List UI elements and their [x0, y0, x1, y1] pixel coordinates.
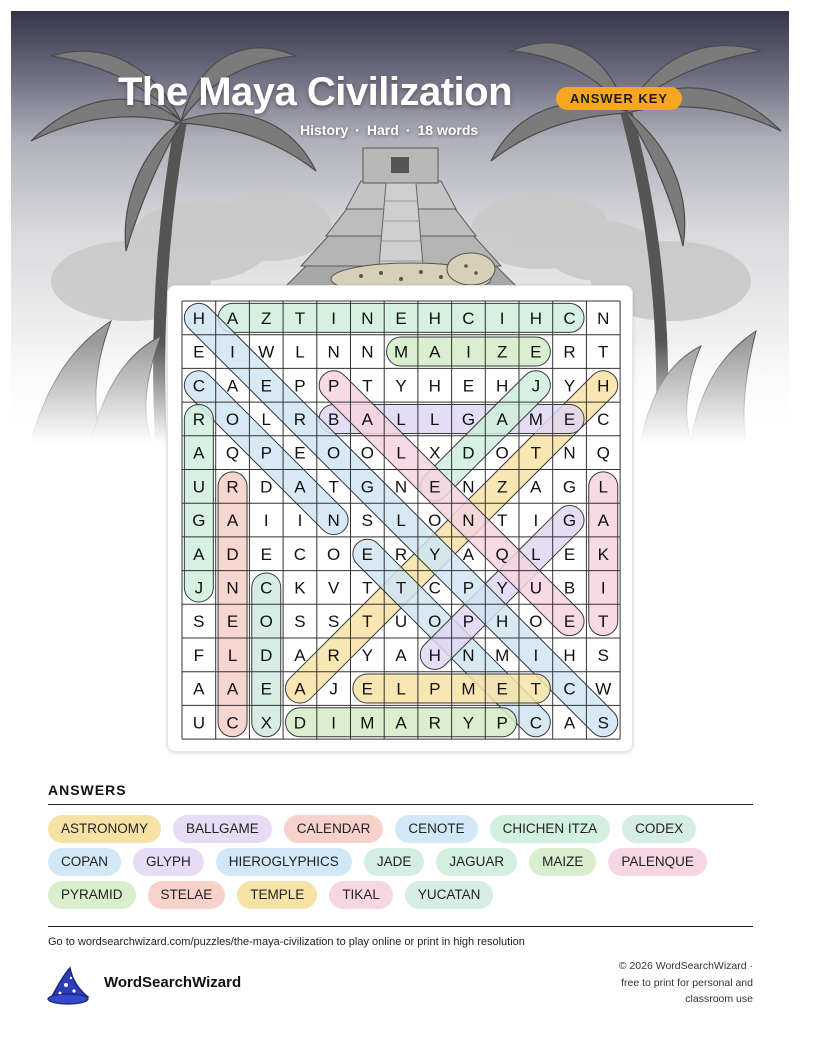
- answer-chip: JADE: [364, 848, 425, 876]
- grid-letter: H: [496, 612, 509, 632]
- grid-letter: W: [258, 342, 275, 362]
- grid-letter: N: [327, 511, 340, 531]
- grid-letter: P: [429, 679, 441, 699]
- grid-letter: M: [393, 342, 409, 362]
- grid-letter: O: [225, 409, 240, 429]
- meta-separator: ·: [355, 122, 360, 138]
- answer-key-badge: ANSWER KEY: [556, 87, 682, 110]
- play-online-text: Go to wordsearchwizard.com/puzzles/the-maya-civilization to play online or print in high resolution: [48, 936, 525, 948]
- puzzle-meta: [300, 122, 478, 138]
- grid-letter: H: [563, 645, 576, 665]
- answer-chip: MAIZE: [529, 848, 596, 876]
- grid-letter: C: [597, 409, 610, 429]
- answer-chip: CENOTE: [395, 815, 477, 843]
- grid-letter: C: [529, 713, 542, 733]
- grid-letter: C: [260, 578, 273, 598]
- grid-letter: I: [230, 342, 235, 362]
- grid-letter: I: [533, 645, 539, 665]
- answer-chip: PYRAMID: [48, 881, 136, 909]
- grid-letter: Y: [496, 578, 508, 598]
- grid-letter: E: [563, 612, 576, 632]
- answer-chip: CALENDAR: [284, 815, 384, 843]
- grid-letter: E: [462, 376, 475, 396]
- grid-letter: R: [428, 713, 441, 733]
- grid-letter: P: [294, 376, 306, 396]
- grid-letter: F: [193, 645, 205, 665]
- grid-letter: R: [192, 409, 205, 429]
- grid-letter: E: [530, 342, 542, 362]
- grid-letter: P: [327, 376, 340, 396]
- grid-letter: T: [598, 612, 609, 632]
- answer-chip: TIKAL: [329, 881, 393, 909]
- grid-letter: Q: [495, 544, 509, 564]
- grid-letter: L: [295, 342, 305, 362]
- grid-letter: A: [294, 679, 306, 699]
- grid-letter: A: [563, 713, 576, 733]
- grid-letter: O: [327, 544, 341, 564]
- grid-letter: J: [531, 376, 541, 396]
- puzzle-card: [167, 285, 633, 752]
- grid-letter: N: [361, 308, 374, 328]
- grid-letter: H: [529, 308, 542, 328]
- copyright-line: © 2026 WordSearchWizard ·: [618, 960, 753, 972]
- grid-letter: P: [260, 443, 272, 463]
- grid-letter: N: [462, 645, 475, 665]
- answer-list: [48, 815, 753, 914]
- grid-letter: T: [294, 308, 306, 328]
- grid-letter: J: [194, 578, 204, 598]
- grid-letter: U: [529, 578, 542, 598]
- grid-letter: I: [600, 578, 606, 598]
- grid-letter: R: [563, 342, 576, 362]
- grid-letter: R: [226, 477, 239, 497]
- grid-letter: U: [394, 612, 408, 632]
- grid-letter: T: [496, 511, 508, 531]
- grid-letter: E: [361, 544, 374, 564]
- grid-letter: G: [562, 477, 577, 497]
- grid-letter: P: [462, 612, 475, 632]
- grid-letter: A: [226, 308, 239, 328]
- grid-letter: B: [327, 409, 340, 429]
- grid-letter: T: [362, 612, 373, 632]
- grid-letter: I: [331, 308, 337, 328]
- grid-letter: D: [260, 645, 273, 665]
- grid-letter: A: [226, 679, 239, 699]
- grid-letter: O: [360, 443, 374, 463]
- grid-letter: A: [226, 511, 239, 531]
- grid-letter: N: [597, 308, 610, 328]
- grid-letter: E: [429, 477, 441, 497]
- answer-chip: COPAN: [48, 848, 121, 876]
- grid-letter: N: [563, 443, 576, 463]
- grid-letter: T: [530, 443, 542, 463]
- grid-letter: H: [428, 308, 441, 328]
- grid-letter: R: [327, 645, 340, 665]
- divider: [48, 926, 753, 927]
- grid-letter: T: [530, 679, 542, 699]
- grid-letter: Q: [225, 443, 240, 463]
- meta-separator: ·: [405, 122, 411, 138]
- grid-letter: H: [428, 376, 441, 396]
- grid-letter: B: [563, 578, 576, 598]
- grid-letter: D: [293, 713, 307, 733]
- answer-chip: YUCATAN: [405, 881, 494, 909]
- copyright-line: classroom use: [685, 993, 753, 1005]
- grid-letter: I: [297, 511, 303, 531]
- grid-letter: A: [294, 645, 306, 665]
- grid-letter: I: [331, 713, 337, 733]
- grid-letter: E: [226, 612, 239, 632]
- grid-letter: A: [294, 477, 306, 497]
- grid-letter: Z: [496, 342, 508, 362]
- grid-letter: G: [192, 511, 206, 531]
- grid-letter: K: [597, 544, 609, 564]
- grid-letter: S: [193, 612, 205, 632]
- answer-chip: PALENQUE: [608, 848, 707, 876]
- answer-chip: TEMPLE: [237, 881, 317, 909]
- grid-letter: Y: [462, 713, 475, 733]
- grid-letter: E: [496, 679, 508, 699]
- grid-letter: S: [361, 511, 374, 531]
- grid-letter: E: [260, 544, 272, 564]
- grid-letter: T: [328, 477, 339, 497]
- grid-letter: Z: [261, 308, 272, 328]
- grid-letter: C: [293, 544, 307, 564]
- grid-letter: A: [462, 544, 475, 564]
- grid-letter: Y: [563, 376, 576, 396]
- grid-letter: P: [496, 713, 508, 733]
- grid-letter: L: [396, 409, 406, 429]
- grid-letter: E: [361, 679, 374, 699]
- grid-letter: S: [597, 713, 609, 733]
- grid-letter: A: [226, 376, 239, 396]
- grid-letter: A: [193, 679, 205, 699]
- grid-letter: S: [597, 645, 609, 665]
- brand-name: WordSearchWizard: [104, 974, 242, 991]
- grid-letter: W: [595, 679, 612, 699]
- grid-letter: P: [462, 578, 475, 598]
- grid-letter: A: [429, 342, 441, 362]
- grid-letter: L: [227, 645, 238, 665]
- grid-letter: Y: [361, 645, 374, 665]
- grid-letter: M: [360, 713, 375, 733]
- grid-letter: A: [496, 409, 508, 429]
- grid-letter: C: [563, 679, 576, 699]
- answer-row: [48, 815, 753, 843]
- grid-letter: A: [597, 511, 609, 531]
- grid-letter: T: [395, 578, 407, 598]
- answer-chip: HIEROGLYPHICS: [216, 848, 352, 876]
- grid-letter: E: [395, 308, 407, 328]
- grid-letter: I: [499, 308, 505, 328]
- grid-letter: E: [563, 409, 576, 429]
- word-count-label: 18 words: [417, 122, 479, 138]
- grid-letter: O: [495, 443, 509, 463]
- wizard-hat-icon: [46, 965, 92, 1005]
- grid-letter: N: [462, 511, 475, 531]
- grid-letter: H: [192, 308, 205, 328]
- grid-letter: D: [462, 443, 475, 463]
- difficulty-label: Hard: [366, 122, 399, 138]
- category-label: History: [300, 122, 349, 138]
- grid-letter: S: [327, 612, 340, 632]
- grid-letter: N: [394, 477, 408, 497]
- grid-letter: C: [428, 578, 441, 598]
- grid-letter: E: [294, 443, 306, 463]
- answer-row: [48, 881, 753, 909]
- word-search-grid: [168, 286, 634, 753]
- grid-letter: Y: [429, 544, 441, 564]
- grid-letter: S: [294, 612, 306, 632]
- grid-letter: I: [466, 342, 471, 362]
- answer-chip: STELAE: [148, 881, 226, 909]
- grid-letter: L: [396, 443, 406, 463]
- grid-letter: A: [395, 645, 407, 665]
- grid-letter: O: [529, 612, 543, 632]
- grid-letter: D: [226, 544, 239, 564]
- grid-letter: A: [193, 544, 205, 564]
- grid-letter: V: [327, 578, 340, 598]
- grid-letter: L: [396, 511, 406, 531]
- grid-letter: Y: [395, 376, 407, 396]
- grid-letter: L: [430, 409, 440, 429]
- grid-letter: E: [563, 544, 576, 564]
- grid-letter: D: [260, 477, 273, 497]
- answer-chip: ASTRONOMY: [48, 815, 161, 843]
- grid-letter: E: [193, 342, 205, 362]
- grid-letter: C: [462, 308, 475, 328]
- grid-letter: L: [396, 679, 406, 699]
- grid-letter: U: [192, 713, 205, 733]
- grid-letter: X: [260, 713, 272, 733]
- divider: [48, 804, 753, 805]
- grid-letter: M: [495, 645, 510, 665]
- grid-letter: C: [563, 308, 576, 328]
- grid-letter: X: [429, 443, 441, 463]
- grid-letter: L: [598, 477, 608, 497]
- answer-chip: GLYPH: [133, 848, 204, 876]
- grid-letter: E: [260, 679, 272, 699]
- grid-letter: U: [192, 477, 205, 497]
- grid-letter: O: [428, 612, 442, 632]
- grid-letter: A: [530, 477, 542, 497]
- copyright-notice: [553, 958, 753, 1008]
- grid-letter: M: [528, 409, 543, 429]
- answer-chip: CODEX: [622, 815, 696, 843]
- grid-letter: L: [531, 544, 541, 564]
- grid-letter: O: [327, 443, 341, 463]
- page-title: The Maya Civilization: [118, 70, 513, 114]
- grid-letter: O: [259, 612, 273, 632]
- answer-chip: CHICHEN ITZA: [490, 815, 611, 843]
- grid-letter: C: [226, 713, 239, 733]
- grid-letter: J: [329, 679, 338, 699]
- grid-letter: T: [362, 578, 373, 598]
- grid-letter: G: [562, 511, 577, 531]
- grid-letter: T: [598, 342, 609, 362]
- grid-letter: H: [597, 376, 610, 396]
- grid-letter: G: [461, 409, 476, 429]
- grid-letter: O: [428, 511, 442, 531]
- grid-letter: N: [226, 578, 239, 598]
- grid-letter: I: [533, 511, 539, 531]
- grid-letter: K: [294, 578, 306, 598]
- grid-letter: M: [461, 679, 476, 699]
- grid-letter: L: [261, 409, 271, 429]
- grid-letter: T: [362, 376, 373, 396]
- copyright-line: free to print for personal and: [621, 976, 753, 989]
- grid-letter: H: [428, 645, 441, 665]
- answer-chip: JAGUAR: [436, 848, 517, 876]
- grid-letter: A: [395, 713, 407, 733]
- grid-letter: Q: [596, 443, 610, 463]
- grid-letter: G: [360, 477, 374, 497]
- answer-row: [48, 848, 753, 876]
- grid-letter: A: [361, 409, 374, 429]
- grid-letter: R: [293, 409, 307, 429]
- grid-letter: E: [260, 376, 272, 396]
- answer-chip: BALLGAME: [173, 815, 272, 843]
- grid-letter: N: [327, 342, 340, 362]
- grid-letter: H: [496, 376, 509, 396]
- grid-letter: I: [263, 511, 269, 531]
- grid-letter: Z: [496, 477, 508, 497]
- answers-heading: ANSWERS: [48, 782, 127, 798]
- grid-letter: N: [361, 342, 374, 362]
- grid-letter: R: [394, 544, 408, 564]
- grid-letter: C: [192, 376, 205, 396]
- grid-letter: A: [193, 443, 205, 463]
- grid-letter: N: [462, 477, 475, 497]
